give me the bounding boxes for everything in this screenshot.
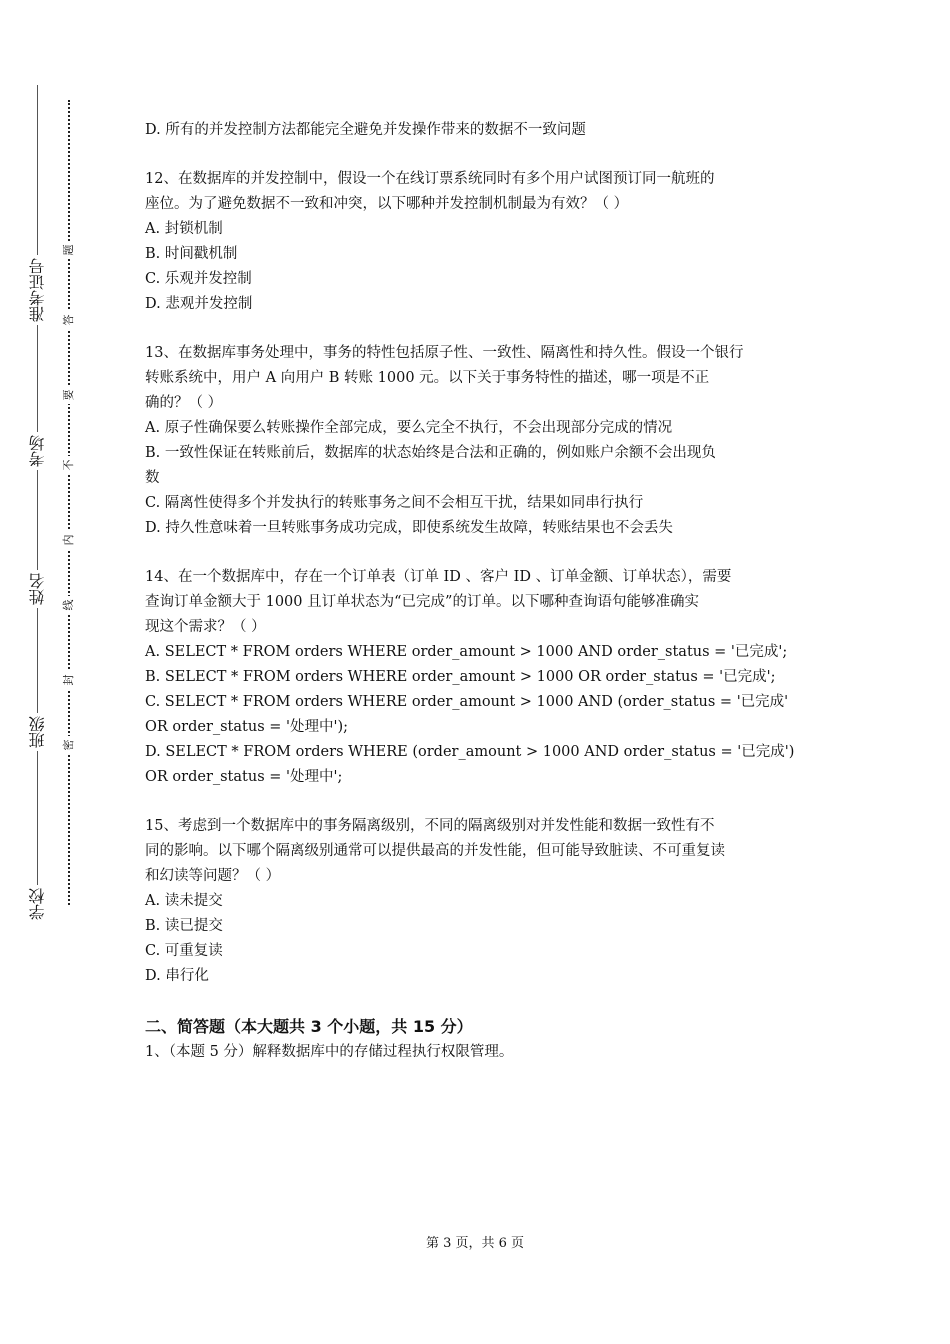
question-line: B. 时间戳机制 xyxy=(145,246,238,262)
question-line: 和幻读等问题？（ ） xyxy=(145,868,281,884)
question-line: C. 可重复读 xyxy=(145,943,223,959)
question-line: 确的？（ ） xyxy=(145,395,223,411)
seal-char: 密 xyxy=(62,736,76,754)
question-line: 查询订单金额大于 1000 且订单状态为“已完成”的订单。以下哪种查询语句能够准确实 xyxy=(145,594,699,610)
question-line: C. 乐观并发控制 xyxy=(145,271,252,287)
binding-line xyxy=(37,85,38,920)
seal-char: 要 xyxy=(62,386,76,404)
question-line: D. 串行化 xyxy=(145,968,209,984)
question-line: B. 一致性保证在转账前后，数据库的状态始终是合法和正确的，例如账户余额不会出现负 xyxy=(145,445,716,461)
page-number: 第 3 页，共 6 页 xyxy=(425,1236,525,1251)
seal-char: 题 xyxy=(62,241,76,259)
question-line: B. 读已提交 xyxy=(145,918,223,934)
question-line: 1、（本题 5 分）解释数据库中的存储过程执行权限管理。 xyxy=(145,1044,514,1060)
section-title: 二、简答题（本大题共 3 个小题，共 15 分） xyxy=(145,1017,473,1036)
school-label: 学校 xyxy=(22,885,54,923)
spacer xyxy=(145,790,815,814)
seal-char: 不 xyxy=(62,456,76,474)
exam-id-label: 准考证号 xyxy=(22,255,54,325)
question-line: B. SELECT * FROM orders WHERE order_amount > 1000 OR order_status = '已完成'; xyxy=(145,669,776,685)
question-line: A. 读未提交 xyxy=(145,893,223,909)
question-line: D. 悲观并发控制 xyxy=(145,296,253,312)
question-line: 现这个需求？（ ） xyxy=(145,619,266,635)
spacer xyxy=(145,317,815,341)
question-line: 13、在数据库事务处理中，事务的特性包括原子性、一致性、隔离性和持久性。假设一个银行 xyxy=(145,345,744,361)
question-line: OR order_status = '处理中'; xyxy=(145,769,343,785)
question-line: 转账系统中，用户 A 向用户 B 转账 1000 元。以下关于事务特性的描述，哪一项是不正 xyxy=(145,370,710,386)
spacer xyxy=(145,989,815,1013)
seal-char: 线 xyxy=(62,596,76,614)
question-line: A. 原子性确保要么转账操作全部完成，要么完全不执行，不会出现部分完成的情况 xyxy=(145,420,673,436)
exam-content xyxy=(145,118,815,1065)
question-line: C. 隔离性使得多个并发执行的转账事务之间不会相互干扰，结果如同串行执行 xyxy=(145,495,644,511)
question-line: OR order_status = '处理中'); xyxy=(145,719,349,735)
question-line: D. SELECT * FROM orders WHERE (order_amount > 1000 AND order_status = '已完成') xyxy=(145,744,795,760)
question-line: A. SELECT * FROM orders WHERE order_amount > 1000 AND order_status = '已完成'; xyxy=(145,644,788,660)
question-line: D. 持久性意味着一旦转账事务成功完成，即使系统发生故障，转账结果也不会丢失 xyxy=(145,520,673,536)
question-line: 数 xyxy=(145,470,160,486)
question-line: 座位。为了避免数据不一致和冲突，以下哪种并发控制机制最为有效？（ ） xyxy=(145,196,629,212)
spacer xyxy=(145,541,815,565)
seal-char: 答 xyxy=(62,311,76,329)
question-line: A. 封锁机制 xyxy=(145,221,223,237)
question-line: C. SELECT * FROM orders WHERE order_amount > 1000 AND (order_status = '已完成' xyxy=(145,694,789,710)
seal-char: 内 xyxy=(62,531,76,549)
question-line: 15、考虑到一个数据库中的事务隔离级别，不同的隔离级别对并发性能和数据一致性有不 xyxy=(145,818,715,834)
exam-room-label: 考场 xyxy=(22,432,54,470)
question-line: 同的影响。以下哪个隔离级别通常可以提供最高的并发性能，但可能导致脏读、不可重复读 xyxy=(145,843,725,859)
seal-dotted-line xyxy=(68,100,70,905)
seal-char: 封 xyxy=(62,671,76,689)
question-line: D. 所有的并发控制方法都能完全避免并发操作带来的数据不一致问题 xyxy=(145,122,586,138)
question-line: 12、在数据库的并发控制中，假设一个在线订票系统同时有多个用户试图预订同一航班的 xyxy=(145,171,715,187)
class-label: 班级 xyxy=(22,713,54,751)
name-label: 姓名 xyxy=(22,570,54,608)
spacer xyxy=(145,143,815,167)
question-line: 14、在一个数据库中，存在一个订单表（订单 ID 、客户 ID 、订单金额、订单状态），需要 xyxy=(145,569,732,585)
